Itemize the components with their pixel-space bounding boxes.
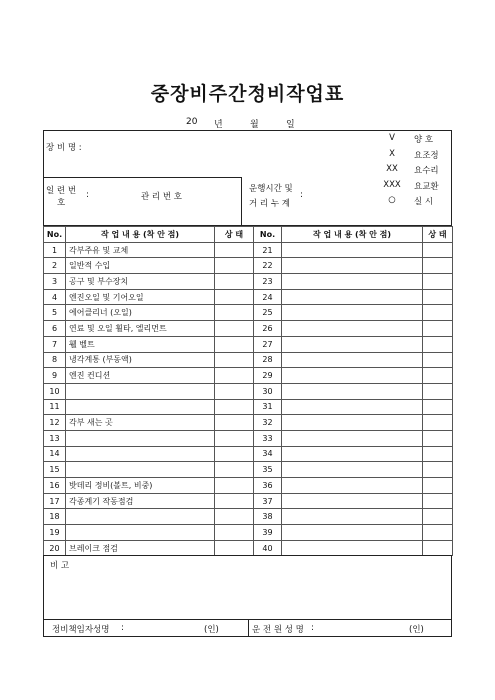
status-cell: [423, 242, 453, 258]
table-row: [44, 525, 453, 541]
legend-symbol: V: [389, 133, 395, 143]
row-no-cell: 21: [254, 242, 282, 258]
hours-colon: :: [300, 190, 303, 200]
row-no-cell: 1: [44, 242, 66, 258]
status-cell: [423, 258, 453, 274]
work-item-cell: [66, 446, 215, 462]
col-status: 상 태: [215, 227, 254, 243]
work-item-cell: 냉각계통 (부동액): [66, 352, 215, 368]
status-cell: [215, 415, 254, 431]
table-row: [44, 305, 453, 321]
row-no-cell: 28: [254, 352, 282, 368]
row-no-cell: 29: [254, 368, 282, 384]
col-item: 작 업 내 용 (착 안 점): [282, 227, 423, 243]
status-cell: [215, 274, 254, 290]
row-no-cell: 30: [254, 383, 282, 399]
table-row: [44, 321, 453, 337]
table-row: [44, 509, 453, 525]
legend-symbol: XX: [386, 164, 398, 174]
signature-divider: [248, 619, 249, 637]
table-row: [44, 274, 453, 290]
work-item-cell: [282, 525, 423, 541]
status-cell: [215, 540, 254, 556]
row-no-cell: 38: [254, 509, 282, 525]
col-status: 상 태: [423, 227, 453, 243]
work-item-cell: [282, 399, 423, 415]
table-row: [44, 478, 453, 494]
work-item-cell: 휄 벨트: [66, 336, 215, 352]
legend-symbol: ○: [388, 195, 396, 205]
table-row: [44, 399, 453, 415]
row-no-cell: 37: [254, 493, 282, 509]
table-row: [44, 336, 453, 352]
col-item: 작 업 내 용 (착 안 점): [66, 227, 215, 243]
row-no-cell: 25: [254, 305, 282, 321]
date-day: 일: [286, 120, 295, 130]
status-cell: [423, 493, 453, 509]
table-row: [44, 242, 453, 258]
driver-colon: :: [311, 623, 314, 633]
status-cell: [215, 289, 254, 305]
row-no-cell: 15: [44, 462, 66, 478]
serial-colon: :: [86, 190, 89, 200]
work-item-cell: [282, 305, 423, 321]
status-cell: [423, 478, 453, 494]
work-item-cell: 밧데리 정비(볼트, 비중): [66, 478, 215, 494]
status-cell: [215, 368, 254, 384]
row-no-cell: 19: [44, 525, 66, 541]
work-item-cell: 에어클리너 (오일): [66, 305, 215, 321]
serial-label-line2: 호: [57, 198, 66, 208]
work-item-cell: 공구 및 부수장치: [66, 274, 215, 290]
status-cell: [423, 305, 453, 321]
work-item-cell: [282, 321, 423, 337]
row-no-cell: 23: [254, 274, 282, 290]
work-item-cell: [282, 430, 423, 446]
work-item-cell: [282, 336, 423, 352]
date-month: 월: [250, 120, 259, 130]
work-item-cell: 각부주유 및 교체: [66, 242, 215, 258]
status-cell: [215, 321, 254, 337]
status-cell: [423, 289, 453, 305]
row-no-cell: 11: [44, 399, 66, 415]
row-no-cell: 4: [44, 289, 66, 305]
table-row: [44, 462, 453, 478]
status-cell: [423, 430, 453, 446]
table-row: [44, 258, 453, 274]
manager-seal: (인): [204, 625, 219, 635]
header-vdivider: [241, 177, 242, 226]
legend-meaning: 요수리: [414, 166, 439, 176]
status-cell: [215, 446, 254, 462]
row-no-cell: 3: [44, 274, 66, 290]
work-item-cell: 연료 및 오일 휠타, 엘리먼트: [66, 321, 215, 337]
table-row: [44, 289, 453, 305]
row-no-cell: 5: [44, 305, 66, 321]
table-header-row: [44, 227, 453, 243]
work-item-cell: 각종계기 작동점검: [66, 493, 215, 509]
table-row: [44, 493, 453, 509]
row-no-cell: 40: [254, 540, 282, 556]
management-number-label: 관 리 번 호: [141, 192, 182, 202]
work-item-cell: [282, 446, 423, 462]
status-cell: [215, 336, 254, 352]
status-cell: [215, 493, 254, 509]
work-item-cell: 엔진 컨디션: [66, 368, 215, 384]
row-no-cell: 33: [254, 430, 282, 446]
hours-label-line1: 운행시간 및: [249, 184, 293, 194]
table-row: [44, 352, 453, 368]
legend-symbol: X: [389, 148, 395, 159]
work-item-cell: [282, 368, 423, 384]
status-cell: [423, 525, 453, 541]
work-item-cell: [282, 352, 423, 368]
work-item-cell: [282, 493, 423, 509]
status-cell: [215, 430, 254, 446]
driver-seal: (인): [409, 625, 424, 635]
remarks-box: [43, 555, 452, 620]
status-cell: [423, 446, 453, 462]
manager-colon: :: [121, 623, 124, 633]
status-cell: [423, 274, 453, 290]
col-no: No.: [44, 227, 66, 243]
work-item-cell: [66, 462, 215, 478]
work-item-cell: [282, 274, 423, 290]
status-cell: [423, 383, 453, 399]
header-divider: [43, 177, 241, 178]
row-no-cell: 32: [254, 415, 282, 431]
row-no-cell: 9: [44, 368, 66, 384]
serial-label-line1: 일 련 번: [46, 186, 77, 196]
work-item-cell: 각부 새는 곳: [66, 415, 215, 431]
hours-label-line2: 거 리 누 계: [249, 199, 290, 209]
status-cell: [423, 368, 453, 384]
work-item-cell: [66, 383, 215, 399]
row-no-cell: 26: [254, 321, 282, 337]
row-no-cell: 14: [44, 446, 66, 462]
work-item-cell: [282, 478, 423, 494]
work-item-cell: 브레이크 점검: [66, 540, 215, 556]
legend-meaning: 실 시: [414, 197, 434, 207]
table-row: [44, 415, 453, 431]
row-no-cell: 24: [254, 289, 282, 305]
row-no-cell: 20: [44, 540, 66, 556]
row-no-cell: 31: [254, 399, 282, 415]
row-no-cell: 16: [44, 478, 66, 494]
legend-meaning: 양 호: [414, 135, 434, 145]
table-row: [44, 383, 453, 399]
work-item-cell: [66, 509, 215, 525]
work-item-cell: 엔진오일 및 기어오일: [66, 289, 215, 305]
equipment-label: 장 비 명 :: [46, 143, 82, 153]
row-no-cell: 35: [254, 462, 282, 478]
row-no-cell: 10: [44, 383, 66, 399]
status-cell: [423, 509, 453, 525]
driver-name-label: 운 전 원 성 명: [252, 625, 304, 635]
work-item-cell: [282, 415, 423, 431]
legend-meaning: 요교환: [414, 181, 439, 192]
row-no-cell: 22: [254, 258, 282, 274]
table-row: [44, 540, 453, 556]
table-row: [44, 368, 453, 384]
row-no-cell: 8: [44, 352, 66, 368]
row-no-cell: 13: [44, 430, 66, 446]
manager-name-label: 정비책임자성명: [52, 625, 110, 635]
status-cell: [215, 383, 254, 399]
status-cell: [215, 462, 254, 478]
work-item-cell: [282, 540, 423, 556]
work-item-cell: [282, 289, 423, 305]
table-row: [44, 446, 453, 462]
date-year: 년: [214, 120, 223, 130]
work-item-cell: [66, 399, 215, 415]
status-cell: [215, 352, 254, 368]
status-cell: [423, 462, 453, 478]
date-year-prefix: 20: [186, 117, 198, 127]
status-cell: [423, 352, 453, 368]
status-cell: [423, 321, 453, 337]
status-cell: [215, 305, 254, 321]
row-no-cell: 17: [44, 493, 66, 509]
status-cell: [423, 336, 453, 352]
remarks-label: 비 고: [50, 561, 70, 571]
row-no-cell: 36: [254, 478, 282, 494]
status-cell: [423, 540, 453, 556]
work-item-cell: [66, 525, 215, 541]
table-row: [44, 430, 453, 446]
work-table: [43, 226, 453, 556]
work-item-cell: [282, 509, 423, 525]
row-no-cell: 39: [254, 525, 282, 541]
row-no-cell: 6: [44, 321, 66, 337]
row-no-cell: 27: [254, 336, 282, 352]
row-no-cell: 2: [44, 258, 66, 274]
work-item-cell: [282, 383, 423, 399]
row-no-cell: 34: [254, 446, 282, 462]
legend-meaning: 요조정: [414, 150, 439, 161]
status-cell: [215, 478, 254, 494]
legend-symbol: XXX: [383, 179, 401, 190]
work-item-cell: 일반적 수입: [66, 258, 215, 274]
status-cell: [215, 399, 254, 415]
work-item-cell: [282, 462, 423, 478]
document-title: 중장비주간정비작업표: [150, 83, 345, 105]
work-item-cell: [66, 430, 215, 446]
work-item-cell: [282, 242, 423, 258]
row-no-cell: 7: [44, 336, 66, 352]
status-cell: [423, 399, 453, 415]
work-item-cell: [282, 258, 423, 274]
row-no-cell: 18: [44, 509, 66, 525]
status-cell: [215, 525, 254, 541]
header-box: [43, 130, 452, 226]
status-cell: [423, 415, 453, 431]
status-cell: [215, 258, 254, 274]
row-no-cell: 12: [44, 415, 66, 431]
status-cell: [215, 509, 254, 525]
status-cell: [215, 242, 254, 258]
col-no: No.: [254, 227, 282, 243]
